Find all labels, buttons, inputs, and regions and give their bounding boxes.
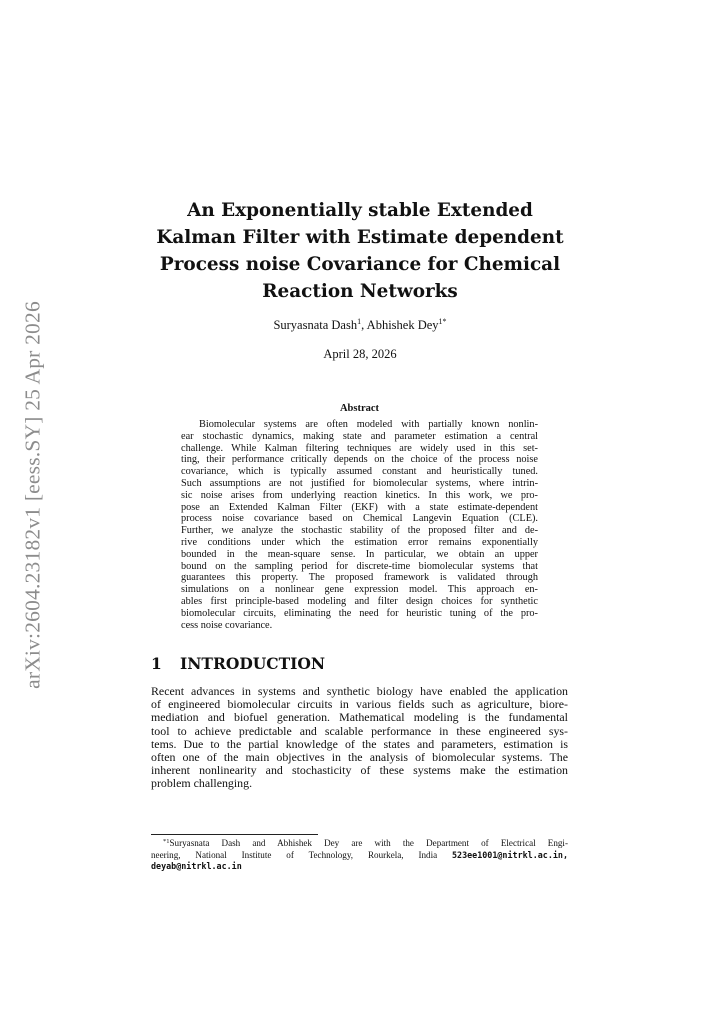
author-name: Abhishek Dey — [366, 318, 439, 332]
footnote-line — [151, 850, 568, 862]
author-separator: , — [361, 318, 367, 332]
abstract-line: guarantees this property. The proposed framework is validated through — [181, 572, 538, 584]
abstract-line: process noise covariance based on Chemical Langevin Equation (CLE). — [181, 513, 538, 525]
section-number: 1 — [151, 654, 162, 673]
abstract-line: cess noise covariance. — [181, 619, 273, 631]
abstract-body — [181, 419, 538, 631]
footnote — [151, 838, 568, 873]
footnote-line — [151, 861, 568, 873]
paragraph-line: often one of the main objectives in the analysis of biomolecular systems. The — [151, 750, 568, 765]
footnote-text: neering, National Institute of Technology, Rourkela, India — [151, 849, 453, 860]
footnote-line — [151, 838, 568, 850]
abstract-line: simulations on a nonlinear gene expression model. This approach en- — [181, 584, 538, 596]
author-name: Suryasnata Dash — [273, 318, 358, 332]
abstract-line: challenge. While Kalman filtering techniques are widely used in this set- — [181, 442, 538, 454]
title-line: An Exponentially stable Extended — [187, 200, 533, 221]
abstract-line: biomolecular circuits, eliminating the need for heuristic tuning of the pro- — [181, 607, 538, 619]
footnote-mark: *1 — [163, 838, 170, 845]
affiliation-mark: 1 — [357, 317, 362, 326]
email-link[interactable]: 523ee1001@nitrkl.ac.in, — [452, 849, 568, 860]
paragraph-line: problem challenging. — [151, 776, 253, 791]
affiliation-mark: 1* — [438, 317, 447, 326]
abstract-line: Such assumptions are not justified for biomolecular systems, where intrin- — [181, 477, 538, 489]
abstract-line: bound on the sampling period for discrete-time biomolecular systems that — [181, 560, 538, 572]
abstract-line: Biomolecular systems are often modeled with partially known nonlin- — [199, 419, 538, 430]
abstract-heading: Abstract — [339, 403, 380, 414]
abstract-line: ting, their performance critically depends on the choice of the process noise — [181, 454, 538, 466]
paragraph-line: of engineered biomolecular circuits in various fields such as agriculture, biore- — [151, 697, 568, 712]
paper-title — [130, 197, 590, 305]
abstract-line: sic noise arises from underlying reaction kinetics. In this work, we pro- — [181, 489, 538, 501]
section-title: INTRODUCTION — [180, 654, 326, 673]
paragraph-line: mediation and biofuel generation. Mathematical modeling is the fundamental — [151, 710, 568, 725]
title-line: Reaction Networks — [262, 281, 458, 302]
arxiv-identifier: arXiv:2604.23182v1 [eess.SY] 25 Apr 2026 — [20, 301, 45, 689]
abstract-line: ables first principle-based modeling and filter design choices for synthetic — [181, 595, 538, 607]
paragraph-line: inherent nonlinearity and stochasticity of these systems make the estimation — [151, 763, 568, 778]
footnote-text: Suryasnata Dash and Abhishek Dey are with the Department of Electrical Engi- — [169, 838, 568, 848]
abstract-line: pose an Extended Kalman Filter (EKF) with a state estimate-dependent — [181, 501, 538, 513]
paper-date: April 28, 2026 — [323, 347, 397, 361]
email-link[interactable]: deyab@nitrkl.ac.in — [151, 861, 242, 871]
author-list — [130, 317, 590, 333]
paragraph-line: tool to achieve predictable and scalable performance in these engineered sys- — [151, 723, 568, 738]
paragraph-line: tems. Due to the partial knowledge of the states and parameters, estimation is — [151, 736, 568, 751]
footnote-divider — [151, 834, 318, 835]
abstract-line: bounded in the mean-square sense. In particular, we obtain an upper — [181, 548, 538, 560]
abstract-line: covariance, which is typically assumed constant and heuristically tuned. — [181, 466, 538, 478]
title-line: Process noise Covariance for Chemical — [159, 254, 561, 275]
abstract-line: Further, we analyze the stochastic stability of the proposed filter and de- — [181, 525, 538, 537]
abstract-line: rive conditions under which the estimation error remains exponentially — [181, 536, 538, 548]
section-heading — [151, 654, 325, 674]
abstract-line: ear stochastic dynamics, making state and parameter estimation a central — [181, 430, 538, 442]
introduction-paragraph — [151, 685, 568, 791]
title-line: Kalman Filter with Estimate dependent — [156, 227, 564, 248]
paragraph-line: Recent advances in systems and synthetic biology have enabled the application — [151, 684, 568, 698]
